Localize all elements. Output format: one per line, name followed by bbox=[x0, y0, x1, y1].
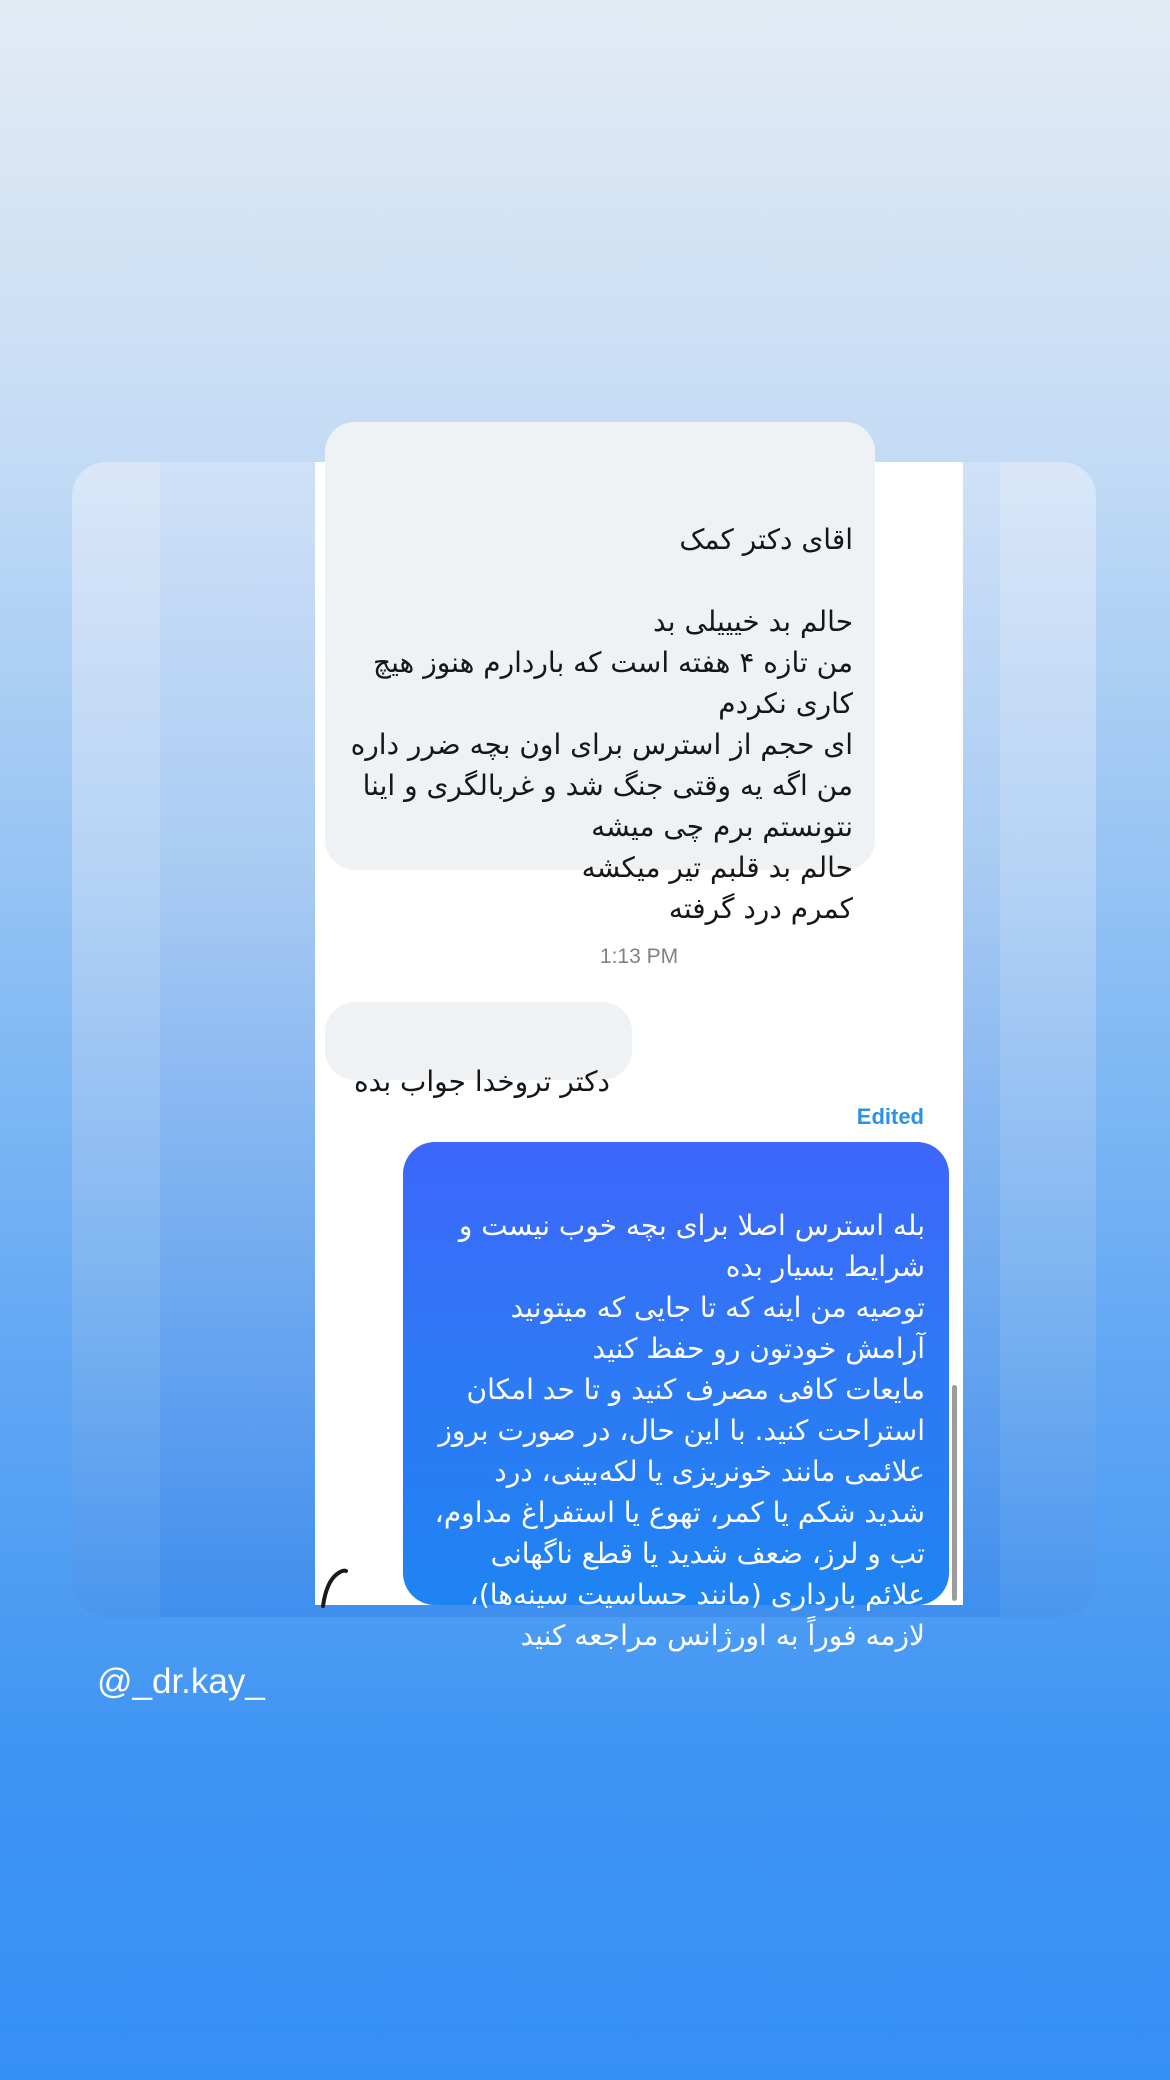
story-card bbox=[72, 462, 1096, 1652]
message-text: دکتر تروخدا جواب بده bbox=[353, 1065, 610, 1098]
scrollbar[interactable] bbox=[952, 1385, 957, 1601]
outgoing-message-bubble bbox=[403, 1142, 949, 1652]
message-text: اقای دکتر کمک حالم بد خیییلی بد من تازه ۴ هفته است که باردارم هنوز هیچ کاری نکردم ای حجم از استرس برای اون بچه ضرر داره من اگه یه وقتی جنگ شد و غربالگری و اینا نتونستم برم چی میشه حالم بد قلبم تیر میکشه کمرم درد گرفته bbox=[350, 523, 853, 925]
message-timestamp: 1:13 PM bbox=[599, 945, 679, 968]
incoming-message-bubble bbox=[325, 422, 875, 925]
chat-screenshot bbox=[315, 462, 963, 1652]
pen-stroke-mark bbox=[317, 1562, 357, 1607]
message-text: بله استرس اصلا برای بچه خوب نیست و شرایط بسیار بده توصیه من اینه که تا جایی که میتونید آرامش خودتون رو حفظ کنید مایعات کافی مصرف کنید و تا حد امکان استراحت کنید. با این حال، در صورت بروز علائمی مانند خونریزی یا لکه‌بینی، درد شدید شکم یا کمر، تهوع یا استفراغ مداوم، تب و لرز، ضعف شدید یا قطع ناگهانی علائم بارداری (مانند حساسیت سینه‌ها)، لازمه فوراً به اورژانس مراجعه کنید bbox=[434, 1209, 925, 1652]
incoming-message-bubble bbox=[325, 1002, 632, 1098]
username-tag[interactable]: @_dr.kay_ bbox=[97, 1662, 265, 1701]
edited-label: Edited bbox=[856, 1104, 924, 1129]
